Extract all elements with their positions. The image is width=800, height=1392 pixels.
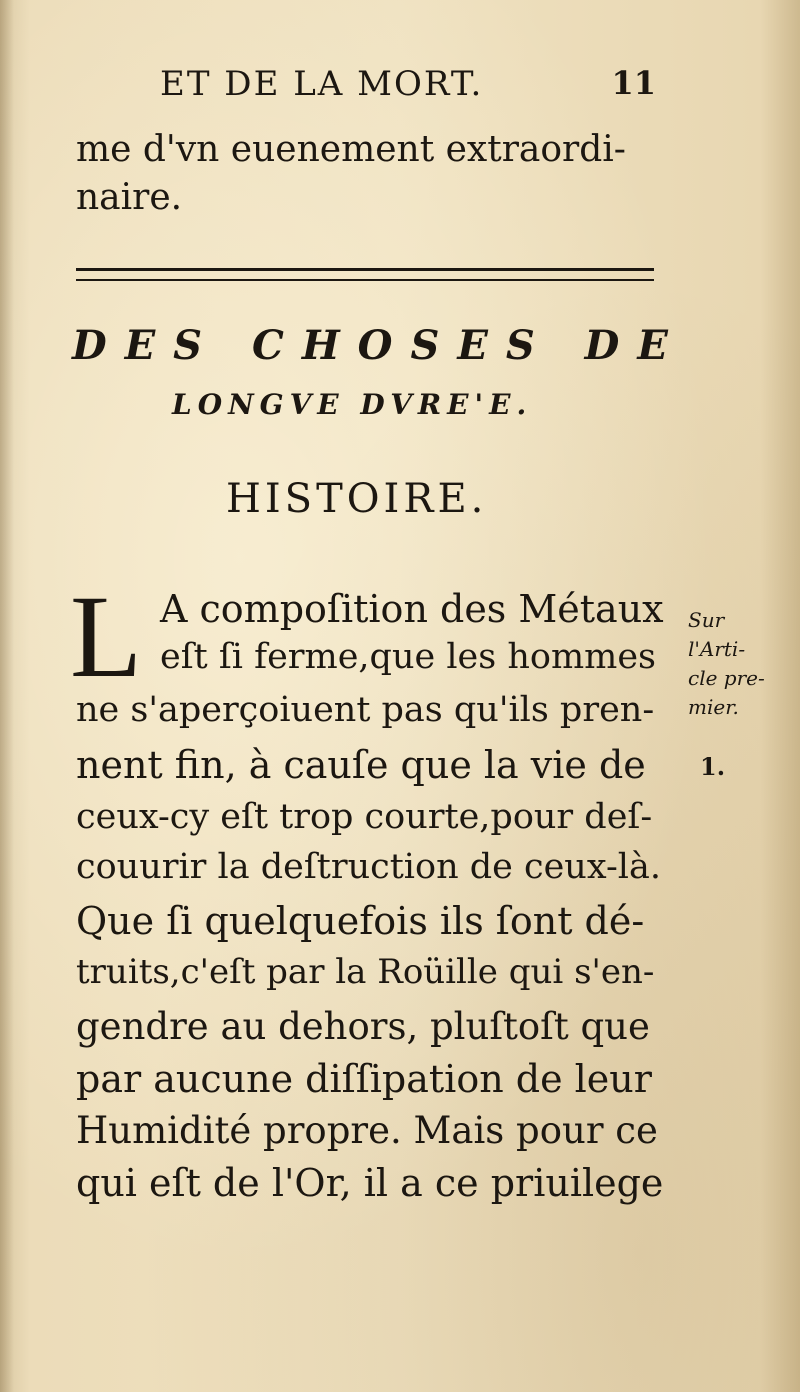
body-line-4: nent fin, à cauſe que la vie de — [76, 743, 646, 787]
chapter-title-line-2: LONGVE DVRE'E. — [172, 388, 533, 421]
section-divider — [76, 268, 654, 281]
margin-note-line-1: Sur — [688, 608, 725, 632]
intro-line-1: me d'vn euenement extraordi- — [76, 129, 626, 170]
body-line-9: gendre au dehors, pluſtoſt que — [76, 1005, 650, 1048]
chapter-title-line-1: DES CHOSES DE — [72, 322, 686, 369]
gutter-shadow — [0, 0, 14, 1392]
running-head: ET DE LA MORT. — [160, 64, 484, 104]
body-line-8: truits,c'eſt par la Roüille qui s'en- — [76, 952, 655, 992]
drop-cap: L — [70, 571, 143, 702]
section-heading: HISTOIRE. — [226, 476, 488, 522]
body-line-10: par aucune diſſipation de leur — [76, 1057, 652, 1101]
body-line-2: eſt ſi ferme,que les hommes — [160, 637, 656, 677]
marginal-note — [688, 606, 788, 722]
page-number: 11 — [611, 64, 656, 102]
body-line-6: couurir la deſtruction de ceux-là. — [76, 847, 661, 887]
margin-note-line-3: cle pre- — [688, 666, 765, 690]
page-header — [160, 64, 660, 108]
margin-note-line-4: mier. — [688, 695, 739, 719]
body-line-1: A compoſition des Métaux — [160, 587, 664, 631]
margin-number: 1. — [700, 752, 726, 781]
body-line-11: Humidité propre. Mais pour ce — [76, 1109, 658, 1152]
intro-line-2: naire. — [76, 177, 183, 218]
body-line-3: ne s'aperçoiuent pas qu'ils pren- — [76, 690, 655, 730]
body-line-7: Que ſi quelquefois ils ſont dé- — [76, 899, 645, 943]
margin-note-line-2: l'Arti- — [688, 637, 746, 661]
body-line-12: qui eſt de l'Or, il a ce priuilege — [76, 1161, 664, 1205]
body-line-5: ceux-cy eſt trop courte,pour deſ- — [76, 797, 653, 837]
